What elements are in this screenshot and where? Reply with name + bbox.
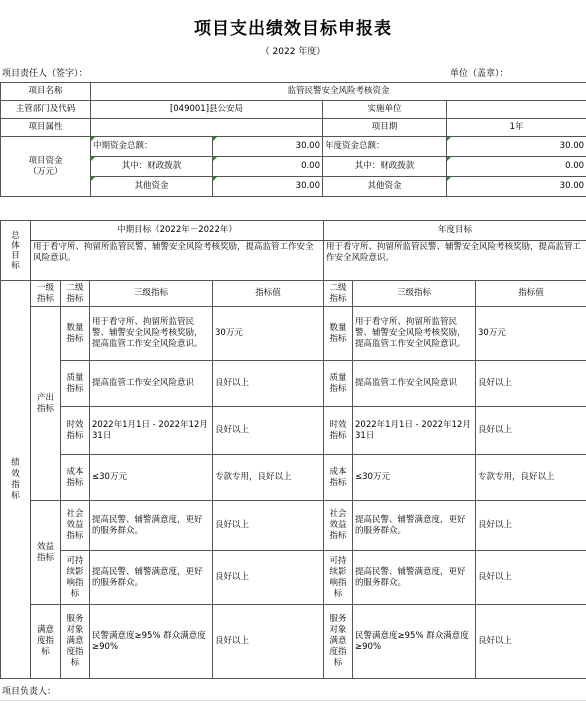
row-l2-year: 成本 指标 xyxy=(324,455,353,501)
row-value-year: 良好以上 xyxy=(476,501,586,551)
impl-value xyxy=(447,101,586,119)
responsible-label: 项目责任人（签字）： xyxy=(2,69,88,79)
funds-label: 项目资金 （万元） xyxy=(1,137,91,197)
row-l2: 成本 指标 xyxy=(61,455,90,501)
col-l2-header-year: 二级 指标 xyxy=(324,281,353,307)
project-name-label: 项目名称 xyxy=(1,83,91,101)
row-l3: 提高民警、辅警满意度，更好的服务群众。 xyxy=(90,501,213,551)
bottom-divider xyxy=(0,700,586,701)
year-goal-text: 用于看守所、拘留所监管民警、辅警安全风险考核奖励，提高监管工作安全风险意识。 xyxy=(324,241,586,281)
mid-total-label: 中期资金总额： xyxy=(91,137,213,157)
year-total-value: 30.00 xyxy=(447,137,586,157)
row-value-year: 良好以上 xyxy=(476,361,586,407)
row-l2: 社会 效益 指标 xyxy=(61,501,90,551)
row-l3: 用于看守所、拘留所监管民警、辅警安全风险考核奖励，提高监管工作安全风险意识。 xyxy=(90,307,213,361)
mid-fiscal-value: 0.00 xyxy=(213,157,323,177)
row-value-year: 专款专用，良好以上 xyxy=(476,455,586,501)
row-l2-year: 数量 指标 xyxy=(324,307,353,361)
col-l3-header-year: 三级指标 xyxy=(353,281,476,307)
project-name-value: 监管民警安全风险考核资金 xyxy=(91,83,586,101)
mid-total-value: 30.00 xyxy=(213,137,323,157)
attr-label: 项目属性 xyxy=(1,119,91,137)
info-table xyxy=(0,82,586,197)
row-l3: ≤30万元 xyxy=(90,455,213,501)
attr-value xyxy=(91,119,323,137)
row-l3: 提高监管工作安全风险意识 xyxy=(90,361,213,407)
row-l3-year: 提高监管工作安全风险意识 xyxy=(353,361,476,407)
dept-value: [049001]县公安局 xyxy=(91,101,323,119)
unit-label: 单位（盖章）： xyxy=(450,69,509,79)
satisfaction-label: 满意 度指 标 xyxy=(31,605,61,679)
row-l3-year: 提高民警、辅警满意度，更好的服务群众。 xyxy=(353,551,476,605)
row-l2: 服务 对象 满意 度指 标 xyxy=(61,605,90,679)
row-value: 30万元 xyxy=(213,307,324,361)
project-leader-label: 项目负责人： xyxy=(2,687,57,697)
benefit-label: 效益 指标 xyxy=(31,501,61,605)
year-goal-title: 年度目标 xyxy=(324,221,586,241)
mid-goal-title: 中期目标（2022年－2022年） xyxy=(31,221,324,241)
row-l2: 时效 指标 xyxy=(61,407,90,455)
col-l1-header: 一级 指标 xyxy=(31,281,61,307)
goals-label: 总 体 目 标 xyxy=(1,221,31,281)
row-value: 良好以上 xyxy=(213,605,324,679)
col-l3-header: 三级指标 xyxy=(90,281,213,307)
row-l2-year: 可持 续影 响指 标 xyxy=(324,551,353,605)
row-value-year: 30万元 xyxy=(476,307,586,361)
row-l2-year: 服务 对象 满意 度指 标 xyxy=(324,605,353,679)
year-other-value: 30.00 xyxy=(447,177,586,197)
col-l2-header: 二级 指标 xyxy=(61,281,90,307)
mid-other-label: 其他资金 xyxy=(91,177,213,197)
row-l2: 数量 指标 xyxy=(61,307,90,361)
row-l3: 民警满意度≥95% 群众满意度≥90% xyxy=(90,605,213,679)
goals-table xyxy=(0,220,586,281)
row-value: 专款专用，良好以上 xyxy=(213,455,324,501)
mid-fiscal-label: 其中：财政拨款 xyxy=(91,157,213,177)
year-total-label: 年度资金总额： xyxy=(323,137,447,157)
row-l2-year: 时效 指标 xyxy=(324,407,353,455)
period-value: 1年 xyxy=(447,119,586,137)
indicator-section-label: 绩 效 指 标 xyxy=(1,281,31,679)
mid-other-value: 30.00 xyxy=(213,177,323,197)
dept-label: 主管部门及代码 xyxy=(1,101,91,119)
row-l2-year: 社会 效益 指标 xyxy=(324,501,353,551)
year-other-label: 其他资金 xyxy=(323,177,447,197)
year-fiscal-value: 0.00 xyxy=(447,157,586,177)
impl-label: 实施单位 xyxy=(323,101,447,119)
row-value: 良好以上 xyxy=(213,361,324,407)
year-line: （ 2022 年度） xyxy=(260,47,326,57)
period-label: 项目期 xyxy=(323,119,447,137)
row-value: 良好以上 xyxy=(213,501,324,551)
col-val-header-year: 指标值 xyxy=(476,281,586,307)
col-val-header: 指标值 xyxy=(213,281,324,307)
row-l3-year: 提高民警、辅警满意度，更好的服务群众。 xyxy=(353,501,476,551)
row-value: 良好以上 xyxy=(213,551,324,605)
output-label: 产出 指标 xyxy=(31,307,61,501)
row-value-year: 良好以上 xyxy=(476,407,586,455)
row-l2-year: 质量 指标 xyxy=(324,361,353,407)
indicator-table xyxy=(0,280,586,679)
mid-goal-text: 用于看守所、拘留所监管民警、辅警安全风险考核奖励，提高监管工作安全风险意识。 xyxy=(31,241,324,281)
row-l3-year: 用于看守所、拘留所监管民警、辅警安全风险考核奖励，提高监管工作安全风险意识。 xyxy=(353,307,476,361)
row-l3-year: 2022年1月1日 - 2022年12月31日 xyxy=(353,407,476,455)
row-l3-year: 民警满意度≥95% 群众满意度≥90% xyxy=(353,605,476,679)
row-l3: 提高民警、辅警满意度，更好的服务群众。 xyxy=(90,551,213,605)
row-value-year: 良好以上 xyxy=(476,551,586,605)
row-l2: 可持 续影 响指 标 xyxy=(61,551,90,605)
row-value-year: 良好以上 xyxy=(476,605,586,679)
row-l3-year: ≤30万元 xyxy=(353,455,476,501)
row-l3: 2022年1月1日 - 2022年12月31日 xyxy=(90,407,213,455)
year-fiscal-label: 其中：财政拨款 xyxy=(323,157,447,177)
row-value: 良好以上 xyxy=(213,407,324,455)
row-l2: 质量 指标 xyxy=(61,361,90,407)
page-title: 项目支出绩效目标申报表 xyxy=(194,19,392,39)
